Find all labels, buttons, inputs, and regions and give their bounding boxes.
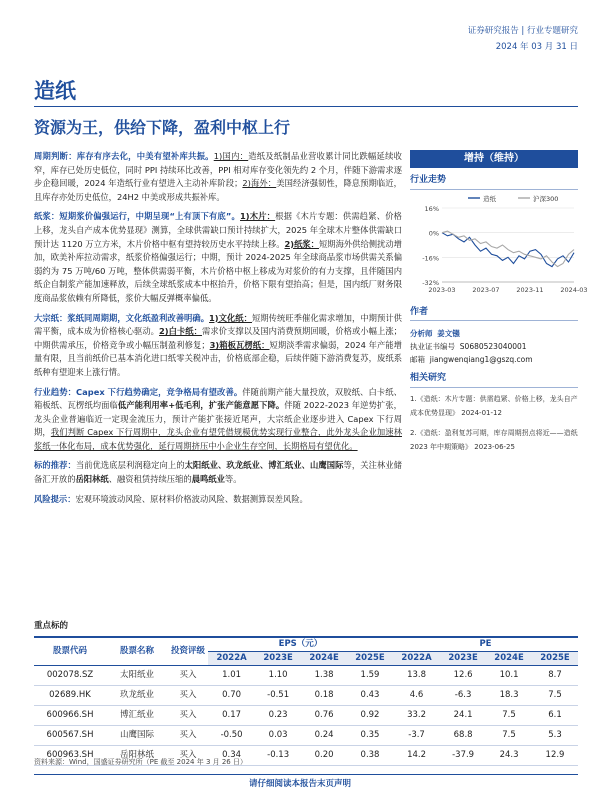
col-pe: PE bbox=[393, 637, 578, 652]
analyst-role: 分析师 bbox=[410, 329, 433, 338]
paragraph-industry-trend: 行业趋势：Capex 下行趋势确定，竞争格局有望改善。伴随前期产能大量投放，双胶纸、白卡纸、箱板纸、瓦楞纸均面临低产能利用率+低毛利，扩张产能意愿下降。伴随 2022-2023 年逆势扩张，龙头企业普遍临近一定现金流压力，预计产能扩张接近尾声，大宗纸企业逐步进入 Capex 下行周期，我们判断 Capex 下行周期中，龙头企业有望凭借规模优势实现行业整合，此外龙头企业加速林浆纸一体化布局，成本优势强化，延行周期挤压中小企业生存空间，长期格局有望优化。 bbox=[34, 386, 402, 451]
col-year: 2023E bbox=[440, 652, 486, 666]
table-source: 资料来源：Wind，国盛证券研究所（PE 截至 2024 年 3 月 26 日） bbox=[34, 758, 247, 766]
email-label: 邮箱 bbox=[410, 355, 425, 364]
footer-divider bbox=[34, 774, 578, 775]
chart-xtick-label: 2023-11 bbox=[516, 285, 544, 294]
chart-series-line bbox=[442, 231, 574, 267]
cert-label: 执业证书编号 bbox=[410, 342, 455, 351]
chart-xtick-label: 2023-07 bbox=[472, 285, 500, 294]
report-type: 证券研究报告 | 行业专题研究 bbox=[467, 26, 578, 36]
col-year: 2024E bbox=[486, 652, 532, 666]
report-header bbox=[468, 23, 578, 55]
analyst-name: 姜文镪 bbox=[437, 329, 460, 338]
trend-title: 行业走势 bbox=[410, 174, 578, 190]
report-date: 2024 年 03 月 31 日 bbox=[495, 42, 578, 52]
col-year: 2025E bbox=[532, 652, 578, 666]
author-title: 作者 bbox=[410, 306, 578, 322]
paragraph-recommendation: 标的推荐：当前优选底层利润稳定向上的太阳纸业、玖龙纸业、博汇纸业、山鹰国际等，关注林业储备汇开放的岳阳林纸、融资租赁持续压缩的晨鸣纸业等。 bbox=[34, 460, 402, 485]
chart-ytick-label: 0% bbox=[428, 229, 439, 238]
table-row: 600966.SH 博汇纸业 买入 0.17 0.23 0.76 0.92 33.2 24.1 7.5 6.1 bbox=[34, 706, 578, 726]
col-eps: EPS（元） bbox=[208, 637, 393, 652]
email-link[interactable]: jiangwenqiang1@gszq.com bbox=[429, 355, 533, 364]
cert-number: S0680523040001 bbox=[459, 342, 527, 351]
col-year: 2023E bbox=[255, 652, 301, 666]
chart-legend-label: 沪深300 bbox=[533, 194, 559, 203]
related-report-link[interactable]: 2.《造纸：盈利复苏可期，库存周期拐点将近——造纸2023 年中期策略》 2023-06-25 bbox=[410, 428, 578, 451]
stock-table bbox=[34, 636, 578, 766]
chart-xtick-label: 2024-03 bbox=[560, 285, 588, 294]
paragraph-pulp: 纸浆：短期浆价偏强运行，中期呈现“上有顶下有底”。1)木片：根据《木片专题：供需趋紧、价格上移，龙头自产成本优势显现》测算，全球供需缺口预计持续扩大，2025 年全球木片整体供需缺口预计达 1120 万立方米，木片价格中枢有望持较历史水平持续上移。2)纸浆：短期海外供给侧扰动增加，欧美补库拉动需求，纸浆价格偏强运行；中期，预计 2024-2025 年全球商品浆市场供需关系偏弱约为 75 万吨/60 万吨，整体供需弱平衡，木片价格中枢上移成为对浆价的有力支撑，且伴随国内纸企自制浆产能加速释放，后续全球纸浆成本中枢抬升，价格下限有望抬高；但是，国内纸厂财务限度商品浆依赖有所降低，浆价大幅反弹概率偏低。 bbox=[34, 211, 402, 303]
col-year: 2024E bbox=[301, 652, 347, 666]
table-row: 600567.SH 山鹰国际 买入 -0.50 0.03 0.24 0.35 -3.7 68.8 7.5 5.3 bbox=[34, 726, 578, 746]
table-caption: 重点标的 bbox=[34, 621, 69, 631]
col-rating: 投资评级 bbox=[168, 637, 208, 666]
col-code: 股票代码 bbox=[34, 637, 106, 666]
table-row: 02689.HK 玖龙纸业 买入 0.70 -0.51 0.18 0.43 4.6 -6.3 18.3 7.5 bbox=[34, 686, 578, 706]
analyst-info bbox=[410, 327, 578, 366]
col-year: 2022A bbox=[393, 652, 440, 666]
col-year: 2025E bbox=[347, 652, 393, 666]
chart-legend-label: 造纸 bbox=[483, 194, 496, 203]
related-list bbox=[410, 392, 578, 454]
sector-title: 造纸 bbox=[34, 79, 76, 103]
related-report-link[interactable]: 1.《造纸：木片专题：供需趋紧、价格上移，龙头自产成本优势显现》 2024-01-12 bbox=[410, 394, 578, 417]
chart-ytick-label: -32% bbox=[422, 278, 439, 287]
col-name: 股票名称 bbox=[106, 637, 168, 666]
paragraph-bulk-paper: 大宗纸：浆纸同周期期，文化纸盈利改善明确。1)文化纸：短期传统旺季催化需求增加，中期预计供需平衡，成本成为价格核心驱动。2)白卡纸：需求价支撑以及国内消费预期回暖，价格或小幅上涨；中期供需承压，价格竞争或小幅压制盈利修复；3)箱板瓦楞纸：短期淡季需求偏弱，2024 年产能增量有限，且当前纸价已基本消化进口纸零关税冲击，价格底部企稳，后续伴随下游消费复苏，废纸系纸种有望迎来上涨行情。 bbox=[34, 312, 402, 377]
paragraph-risk: 风险提示：宏观环境波动风险、原材料价格波动风险、数据测算误差风险。 bbox=[34, 493, 308, 504]
chart-xtick-label: 2023-03 bbox=[428, 285, 456, 294]
trend-chart-svg bbox=[410, 190, 588, 300]
table-row: 600963.SH 岳阳林纸 买入 0.34 -0.13 0.20 0.38 14.2 -37.9 24.3 12.9 bbox=[34, 746, 578, 766]
col-year: 2022A bbox=[208, 652, 255, 666]
report-body bbox=[34, 150, 402, 512]
chart-ytick-label: -16% bbox=[422, 253, 439, 262]
related-title: 相关研究 bbox=[410, 372, 578, 388]
trend-chart bbox=[410, 190, 588, 300]
footer-disclaimer: 请仔细阅读本报告末页声明 bbox=[248, 779, 351, 789]
report-title: 资源为王，供给下降，盈利中枢上行 bbox=[34, 118, 291, 137]
sidebar bbox=[410, 150, 588, 454]
paragraph-cycle: 周期判断：库存有序去化，中美有望补库共振。1)国内：造纸及纸制品业营收累计同比跌幅延续收窄，库存已处历史低位，同时 PPI 持续环比改善，PPI 相对库存变化领先约 2 个月，伴随下游需求逐步企稳回暖，2024 年造纸行业有望进入主动补库阶段；2)海外：美国经济强韧性，降息预期临近，且库存亦处历史低位，24H2 中美或形成共振补库。 bbox=[34, 151, 402, 202]
table-row: 002078.SZ 太阳纸业 买入 1.01 1.10 1.38 1.59 13.8 12.6 10.1 8.7 bbox=[34, 666, 578, 686]
chart-ytick-label: 16% bbox=[424, 204, 439, 213]
header-divider bbox=[34, 106, 578, 107]
rating-badge: 增持（维持） bbox=[410, 150, 578, 168]
